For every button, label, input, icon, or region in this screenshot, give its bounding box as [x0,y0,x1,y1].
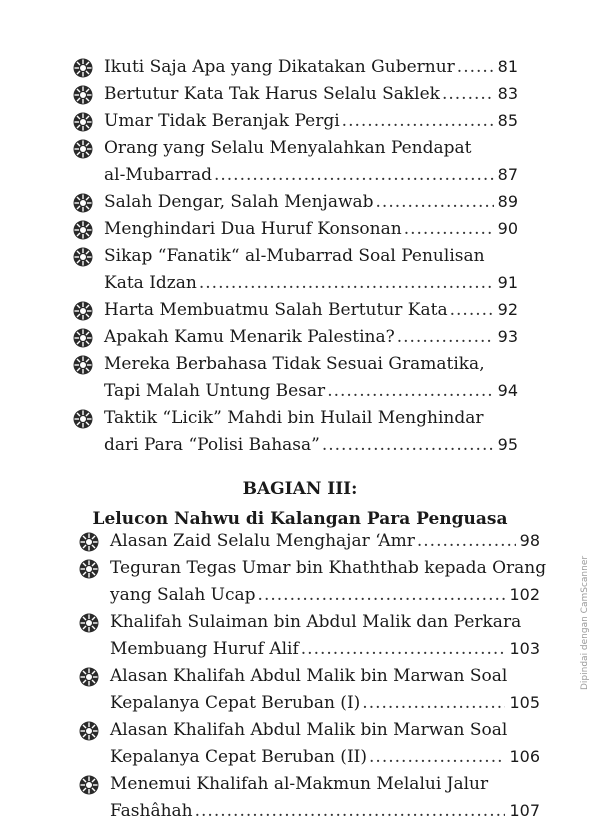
flower-bullet-icon [72,192,94,214]
toc-page-number: 92 [497,300,518,319]
toc-entry-title: Menemui Khalifah al-Makmun Melalui Jalur [110,774,489,794]
toc-entry-title: Menghindari Dua Huruf Konsonan [104,219,402,239]
flower-bullet-icon [72,111,94,133]
flower-bullet-icon [78,531,100,553]
flower-bullet-icon [72,300,94,322]
toc-entry-title: Umar Tidak Beranjak Pergi [104,111,340,131]
flower-bullet-icon [78,558,100,580]
flower-bullet-icon [72,138,94,160]
dot-leader [397,326,494,348]
dot-leader [404,218,494,240]
toc-page-number: 95 [497,435,518,454]
dot-leader [417,530,516,552]
toc-page-number: 81 [497,57,518,76]
toc-entry-title: Teguran Tegas Umar bin Khaththab kepada Orang [110,558,547,578]
dot-leader [195,800,506,822]
toc-entry-title: Bertutur Kata Tak Harus Selalu Saklek [104,84,440,104]
toc-entry-title: Kata Idzan [104,273,197,293]
toc-page-number: 83 [497,84,518,103]
flower-bullet-icon [78,612,100,634]
toc-page-number: 98 [519,531,540,550]
toc-page-number: 91 [497,273,518,292]
toc-entry-title: Ikuti Saja Apa yang Dikatakan Gubernur [104,57,455,77]
toc-entry-title: Apakah Kamu Menarik Palestina? [104,327,395,347]
dot-leader [457,56,494,78]
toc-page-number: 102 [509,585,540,604]
dot-leader [199,272,494,294]
toc-page-number: 106 [509,747,540,766]
toc-entry-title: Fashâhah [110,801,193,821]
flower-bullet-icon [72,57,94,79]
flower-bullet-icon [72,84,94,106]
toc-page-number: 107 [509,801,540,820]
flower-bullet-icon [72,327,94,349]
dot-leader [301,638,506,660]
toc-entry-title: Kepalanya Cepat Beruban (II) [110,747,368,767]
toc-page-number: 85 [497,111,518,130]
flower-bullet-icon [78,774,100,796]
toc-entry-title: Alasan Zaid Selalu Menghajar ‘Amr [110,531,415,551]
toc-page-number: 103 [509,639,540,658]
toc-page-number: 105 [509,693,540,712]
dot-leader [369,746,505,768]
flower-bullet-icon [72,408,94,430]
toc-entry-title: Khalifah Sulaiman bin Abdul Malik dan Perkara [110,612,522,632]
toc-entry-title: dari Para “Polisi Bahasa” [104,435,320,455]
dot-leader [342,110,494,132]
dot-leader [376,191,494,213]
toc-page-number: 89 [497,192,518,211]
toc-entry-title: Orang yang Selalu Menyalahkan Pendapat [104,138,472,158]
toc-entry-title: Membuang Huruf Alif [110,639,299,659]
flower-bullet-icon [72,219,94,241]
toc-entry-title: Taktik “Licik” Mahdi bin Hulail Menghindar [104,408,484,428]
dot-leader [322,434,494,456]
dot-leader [327,380,493,402]
toc-entry-title: Sikap “Fanatik“ al-Mubarrad Soal Penulisan [104,246,485,266]
section-three-title: Lelucon Nahwu di Kalangan Para Penguasa [92,509,508,529]
flower-bullet-icon [72,246,94,268]
flower-bullet-icon [72,354,94,376]
toc-entry-title: Mereka Berbahasa Tidak Sesuai Gramatika, [104,354,485,374]
toc-entry-title: Kepalanya Cepat Beruban (I) [110,693,361,713]
toc-entry-title: Tapi Malah Untung Besar [104,381,326,401]
toc-entry-title: Alasan Khalifah Abdul Malik bin Marwan Soal [110,666,508,686]
dot-leader [362,692,505,714]
toc-page-number: 90 [497,219,518,238]
toc-page-number: 94 [497,381,518,400]
toc-entry-title: Alasan Khalifah Abdul Malik bin Marwan Soal [110,720,508,740]
dot-leader [450,299,494,321]
toc-page-number: 87 [497,165,518,184]
toc-entry-title: yang Salah Ucap [110,585,256,605]
section-three-label: BAGIAN III: [242,479,358,499]
toc-entry-title: Salah Dengar, Salah Menjawab [104,192,374,212]
scanner-watermark: Dipindai dengan CamScanner [580,555,590,690]
flower-bullet-icon [78,666,100,688]
dot-leader [214,164,494,186]
dot-leader [258,584,506,606]
flower-bullet-icon [78,720,100,742]
dot-leader [442,83,494,105]
toc-page-number: 93 [497,327,518,346]
toc-entry-title: al-Mubarrad [104,165,212,185]
toc-entry-title: Harta Membuatmu Salah Bertutur Kata [104,300,448,320]
